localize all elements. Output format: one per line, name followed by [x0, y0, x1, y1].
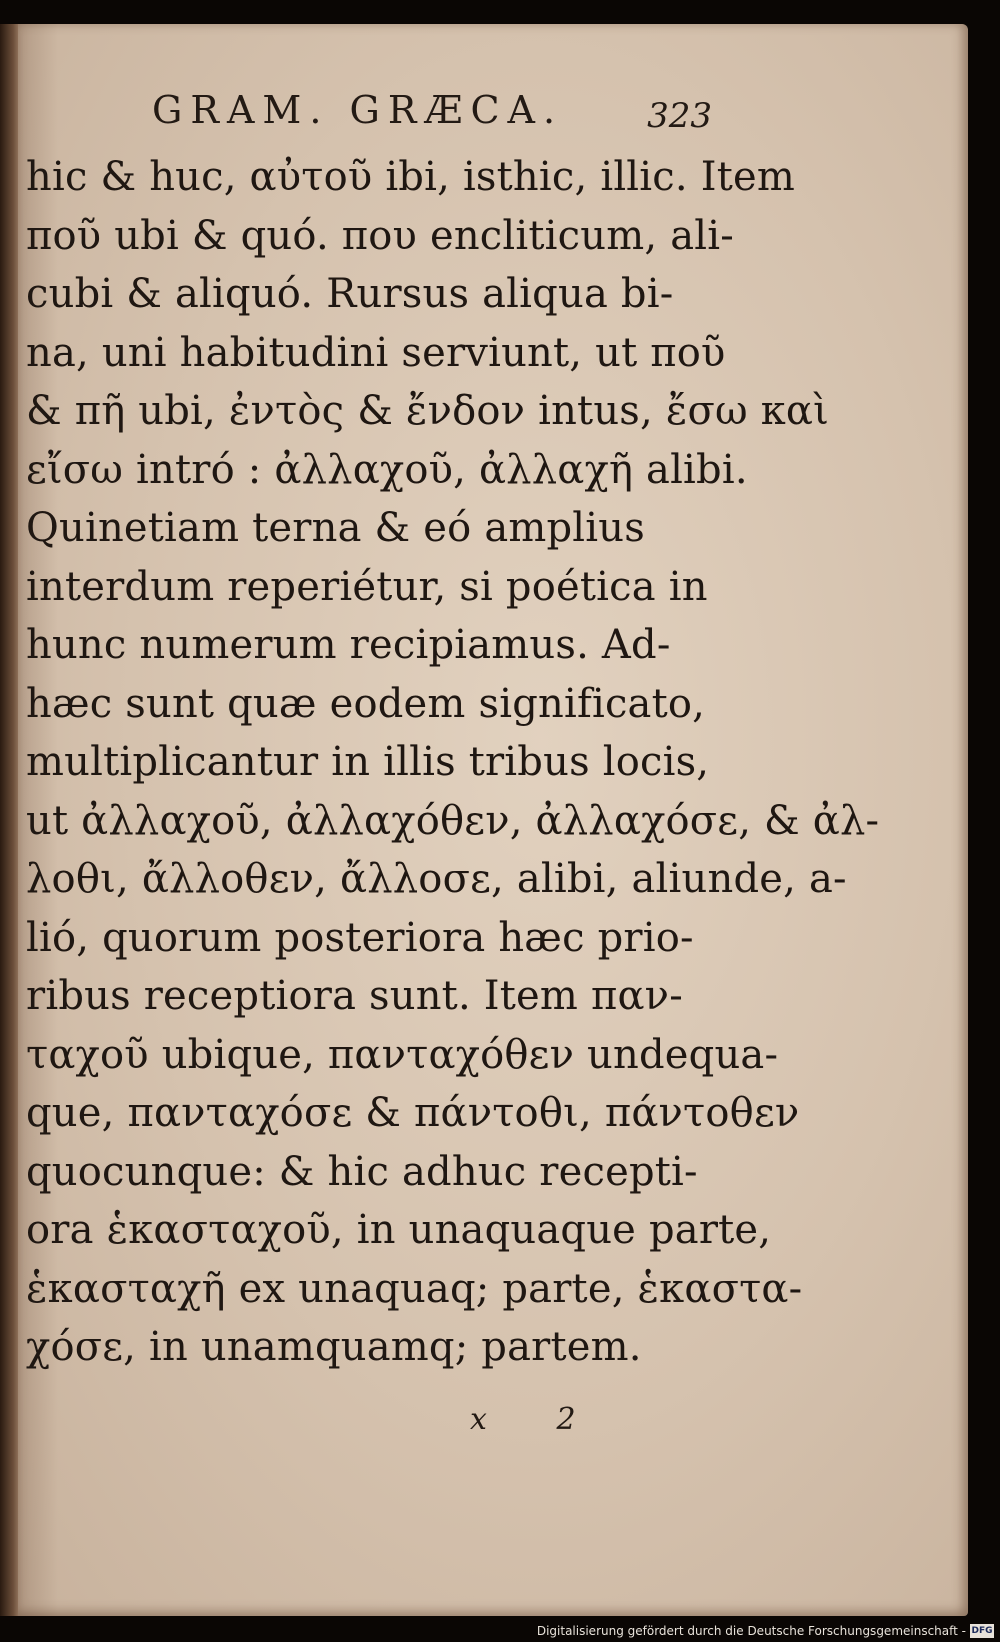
text-line: ut ἀλλαχοῦ, ἀλλαχόθεν, ἀλλαχόσε, & ἀλ- — [26, 797, 880, 844]
text-line: hunc numerum recipiamus. Ad- — [26, 622, 671, 668]
text-line: εἴσω intró : ἀλλαχοῦ, ἀλλαχῆ alibi. — [26, 446, 748, 493]
text-line: ora ἑκασταχοῦ, in unaquaque parte, — [26, 1207, 772, 1253]
running-title: GRAM. GRÆCA. — [152, 88, 564, 132]
text-line: ταχοῦ ubique, πανταχόθεν undequa- — [26, 1031, 779, 1078]
text-line: ἑκασταχῆ ex unaquaq; parte, ἑκαστα- — [26, 1265, 803, 1312]
funding-credit: Digitalisierung gefördert durch die Deutsche Forschungsgemeinschaft - — [536, 1624, 966, 1638]
text-line: & πῆ ubi, ἐντὸς & ἔνδον intus, ἔσω καὶ — [26, 388, 830, 434]
text-line: hæc sunt quæ eodem significato, — [26, 680, 706, 727]
body-text — [26, 148, 880, 1377]
text-line: que, πανταχόσε & πάντοθι, πάντοθεν — [26, 1090, 800, 1136]
text-line: hic & huc, αὐτοῦ ibi, isthic, illic. Item — [26, 154, 796, 200]
footer-bar — [0, 1616, 1000, 1642]
text-line: quocunque: & hic adhuc recepti- — [26, 1148, 698, 1195]
text-line: ribus receptiora sunt. Item παν- — [26, 973, 683, 1019]
text-line: interdum reperiétur, si poética in — [26, 563, 708, 610]
text-line: χόσε, in unamquamq; partem. — [26, 1324, 642, 1370]
text-line: na, uni habitudini serviunt, ut ποῦ — [26, 329, 726, 376]
text-line: cubi & aliquó. Rursus aliqua bi- — [26, 271, 674, 317]
page-header — [152, 78, 712, 148]
page-number: 323 — [647, 96, 712, 136]
signature-mark: x 2 — [470, 1402, 606, 1437]
text-line: lió, quorum posteriora hæc prio- — [26, 914, 694, 961]
dfg-logo-icon: DFG — [971, 1626, 993, 1636]
text-line: multiplicantur in illis tribus locis, — [26, 739, 710, 785]
text-line: λοθι, ἄλλοθεν, ἄλλοσε, alibi, aliunde, a- — [26, 856, 847, 902]
text-line: ποῦ ubi & quó. που encliticum, ali- — [26, 212, 734, 259]
text-line: Quinetiam terna & eó amplius — [26, 505, 645, 551]
